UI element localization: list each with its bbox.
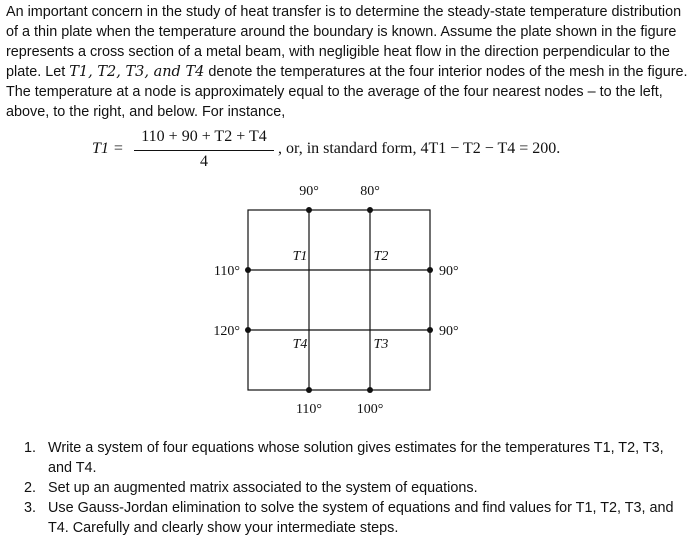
task-number-3: 3. <box>24 500 37 516</box>
task-number-1: 1. <box>24 440 37 456</box>
equation-standard-form: , or, in standard form, 4T1 − T2 − T4 = 200. <box>278 140 561 157</box>
fraction-bar <box>134 150 274 151</box>
node-right-2 <box>427 327 433 333</box>
problem-intro <box>6 2 692 122</box>
left-label-2: 120° <box>213 324 240 339</box>
node-label-t1: T1 <box>292 249 308 264</box>
node-label-t3: T3 <box>373 337 389 352</box>
bottom-label-1: 110° <box>295 402 323 415</box>
node-left-2 <box>245 327 251 333</box>
boundary-nodes <box>245 207 433 393</box>
intro-text-2: denote the temperatures at the four interior nodes of the mesh in the figure. The temperature at a node is approximately equal to the average of the four nearest nodes – to the left, above, to the right, and below. For instance, <box>6 64 688 120</box>
intro-variables <box>69 64 204 80</box>
intro-text-1: An important concern in the study of heat transfer is to determine the steady-state temperature distribution of a thin plate when the temperature around the boundary is known. Assume the plate shown in the figure represents a cross section of a metal beam, with negligible heat flow in the direction perpendicular to the plate. Let <box>6 4 682 80</box>
node-bottom-2 <box>367 387 373 393</box>
node-top-2 <box>367 207 373 213</box>
example-equation <box>92 128 652 176</box>
top-label-1: 90° <box>299 184 319 199</box>
node-right-1 <box>427 267 433 273</box>
task-list <box>24 438 690 538</box>
right-label-2: 90° <box>439 324 459 339</box>
task-text-3: Use Gauss-Jordan elimination to solve the system of equations and find values for T1, T2, T3, and T4. Carefully and clearly show your intermediate steps. <box>48 500 674 536</box>
fraction-denominator: 4 <box>200 153 208 170</box>
node-bottom-1 <box>306 387 312 393</box>
task-item-3 <box>24 498 690 538</box>
node-label-t4: T4 <box>292 337 308 352</box>
node-top-1 <box>306 207 312 213</box>
right-label-1: 90° <box>439 264 459 279</box>
plate-outline <box>248 210 430 390</box>
task-text-2: Set up an augmented matrix associated to the system of equations. <box>48 480 478 496</box>
intro-vars-text: T1, T2, T3, and T4 <box>69 64 205 80</box>
bottom-label-2: 100° <box>356 402 384 415</box>
mesh-lines <box>248 210 430 390</box>
task-item-1 <box>24 438 690 478</box>
equation-lhs: T1 = <box>92 140 124 157</box>
task-item-2 <box>24 478 690 498</box>
task-text-1: Write a system of four equations whose solution gives estimates for the temperatures T1, T2, T3, and T4. <box>48 440 664 476</box>
node-left-1 <box>245 267 251 273</box>
plate-mesh-figure <box>195 175 475 415</box>
top-label-2: 80° <box>360 184 380 199</box>
task-number-2: 2. <box>24 480 37 496</box>
equation-fraction <box>134 128 274 171</box>
fraction-numerator: 110 + 90 + T2 + T4 <box>141 128 267 145</box>
left-label-1: 110° <box>213 264 240 279</box>
node-label-t2: T2 <box>373 249 389 264</box>
